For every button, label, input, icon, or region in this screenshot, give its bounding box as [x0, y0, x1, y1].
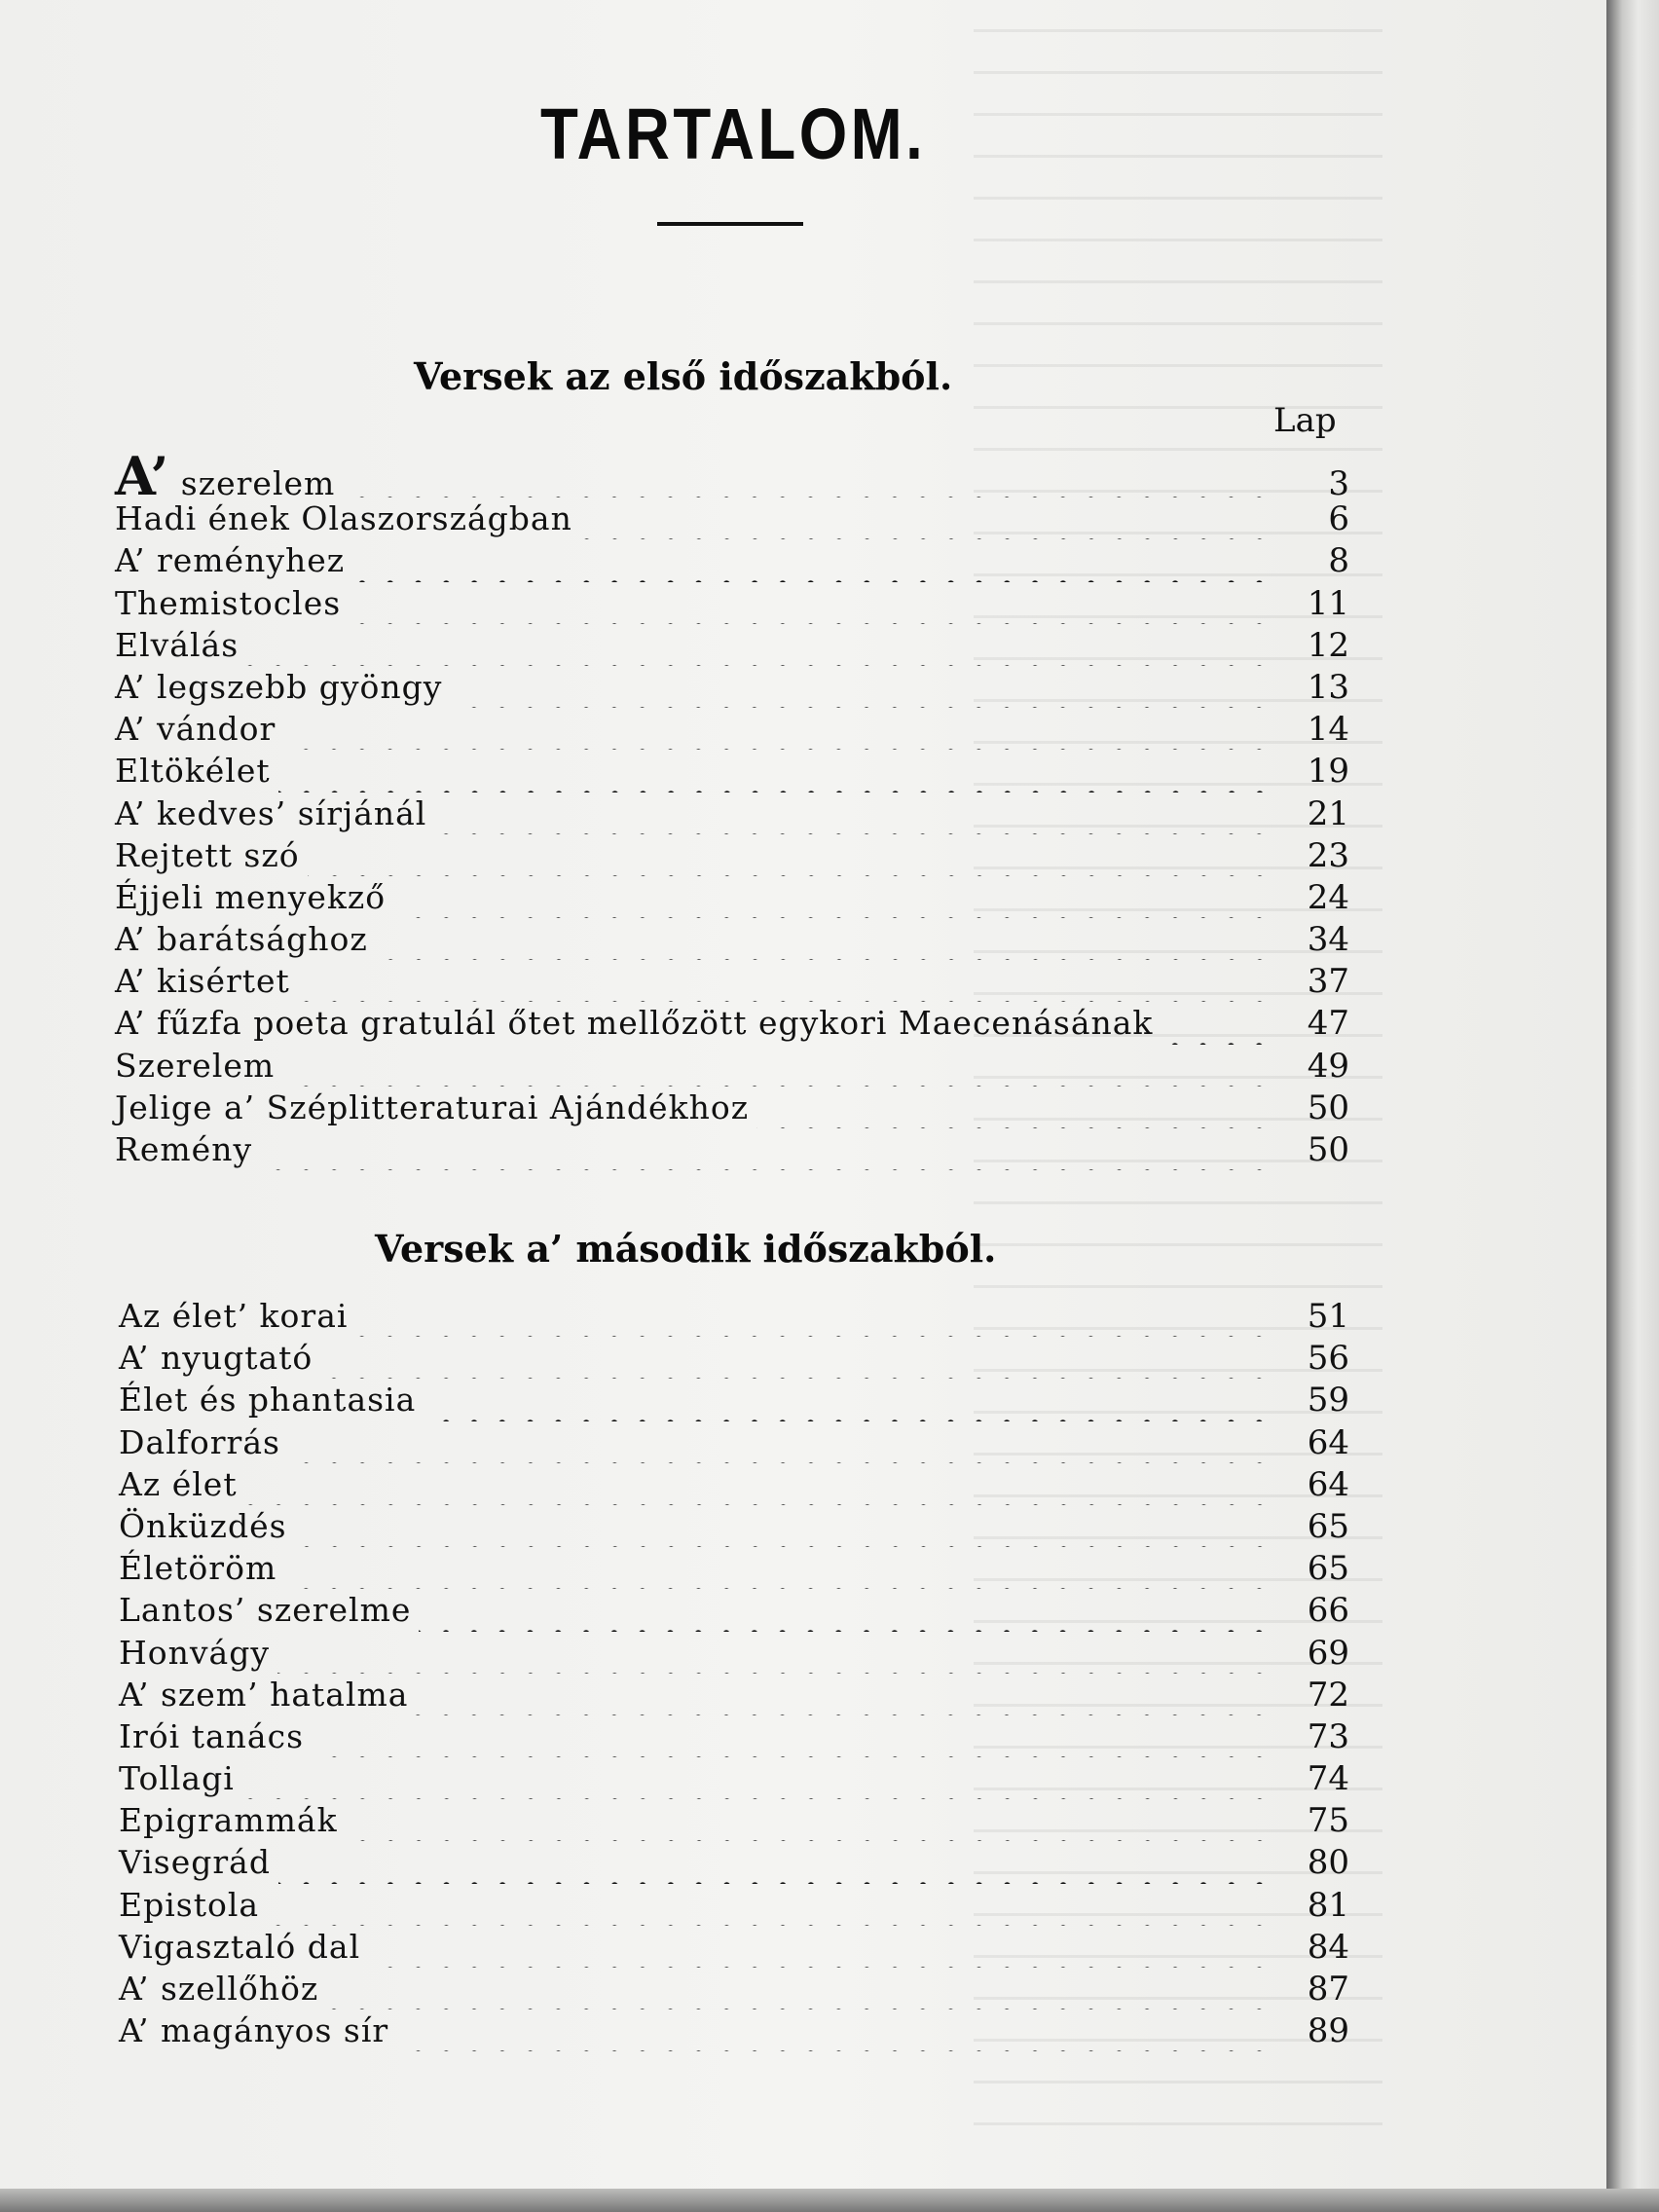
toc-entry-page: 24 — [1307, 877, 1349, 917]
toc-entry-title: A’ szem’ hatalma — [119, 1675, 409, 1714]
toc-entry — [119, 1841, 1349, 1883]
toc-entry — [115, 624, 1349, 666]
toc-entry — [115, 445, 1349, 507]
toc-entry-title: Dalforrás — [119, 1422, 280, 1461]
toc-entry-page: 69 — [1307, 1633, 1349, 1673]
dot-leader — [355, 1295, 1273, 1337]
toc-entry-page: 65 — [1307, 1549, 1349, 1589]
dot-leader — [283, 708, 1273, 750]
toc-entry-title: Vigasztaló dal — [119, 1927, 361, 1966]
toc-entry-page: 13 — [1307, 667, 1349, 707]
initial-letter: A’ — [115, 445, 170, 507]
toc-entry-page: 51 — [1307, 1297, 1349, 1336]
toc-entry-page: 65 — [1307, 1506, 1349, 1546]
toc-entry — [119, 1337, 1349, 1379]
dot-leader — [343, 456, 1273, 498]
toc-entry-page: 59 — [1307, 1381, 1349, 1420]
toc-entry-title: Az élet’ korai — [119, 1297, 349, 1335]
toc-entry — [115, 876, 1349, 918]
toc-entry — [119, 1547, 1349, 1589]
dot-leader — [246, 624, 1273, 666]
toc-entry — [115, 1045, 1349, 1087]
toc-entry-title: Hadi ének Olaszországban — [115, 499, 572, 538]
dot-leader — [260, 1128, 1273, 1170]
scan-bottom-edge — [0, 2189, 1659, 2212]
dot-leader — [416, 1674, 1273, 1715]
toc-entry-title: Önküzdés — [119, 1506, 287, 1545]
dot-leader — [424, 1379, 1273, 1420]
toc-entry-page: 84 — [1307, 1927, 1349, 1967]
toc-entry — [115, 539, 1349, 581]
dot-leader — [326, 1968, 1273, 2009]
toc-entry — [115, 793, 1349, 834]
dot-leader — [288, 1421, 1273, 1463]
toc-entry — [119, 1463, 1349, 1505]
toc-entry-page: 87 — [1307, 1970, 1349, 2009]
toc-entry-title: A’ legszebb gyöngy — [115, 667, 443, 706]
toc-entry — [119, 1379, 1349, 1420]
toc-entry — [119, 1632, 1349, 1674]
page-title: TARTALOM. — [540, 93, 927, 174]
dot-leader — [450, 666, 1273, 708]
toc-entry — [119, 1589, 1349, 1631]
toc-entry-page: 50 — [1307, 1088, 1349, 1127]
dot-leader — [278, 1841, 1273, 1883]
dot-leader — [267, 1884, 1273, 1926]
toc-entry-page: 73 — [1307, 1716, 1349, 1756]
dot-leader — [284, 1547, 1273, 1589]
toc-entry-page: 50 — [1307, 1130, 1349, 1169]
toc-entry-title: Éjjeli menyekző — [115, 877, 387, 916]
toc-entry — [115, 582, 1349, 624]
toc-entry-page: 66 — [1307, 1591, 1349, 1631]
toc-entry — [119, 1674, 1349, 1715]
toc-entry-page: 19 — [1307, 752, 1349, 792]
toc-entry-title: Rejtett szó — [115, 835, 300, 874]
toc-entry-title: Epigrammák — [119, 1801, 338, 1840]
dot-leader — [419, 1589, 1273, 1631]
toc-entry-title: Themistocles — [115, 583, 342, 622]
toc-entry-title-text: szerelem — [180, 464, 336, 502]
toc-entry-page: 49 — [1307, 1046, 1349, 1086]
toc-entry — [119, 1295, 1349, 1337]
toc-entry — [115, 1002, 1349, 1044]
dot-leader — [434, 793, 1273, 834]
toc-entry-page: 21 — [1307, 793, 1349, 833]
toc-entry-page: 56 — [1307, 1339, 1349, 1379]
toc-entry-page: 80 — [1307, 1843, 1349, 1883]
toc-entry — [119, 2009, 1349, 2051]
toc-entry-title: Eltökélet — [115, 752, 271, 791]
dot-leader — [346, 1799, 1273, 1841]
toc-entry — [119, 1715, 1349, 1757]
dot-leader — [580, 498, 1273, 539]
toc-entry-title: Remény — [115, 1130, 253, 1168]
toc-entry-title: A’ fűzfa poeta gratulál őtet mellőzött egykori Maecenásának — [115, 1004, 1154, 1043]
toc-entry-page: 8 — [1328, 541, 1349, 581]
toc-entry-title: Irói tanács — [119, 1716, 305, 1755]
toc-entry-page: 23 — [1307, 835, 1349, 875]
dot-leader — [312, 1715, 1273, 1757]
toc-entry-title: Szerelem — [115, 1046, 276, 1085]
toc-entry-title: A’ reményhez — [115, 541, 346, 580]
dot-leader — [282, 1045, 1273, 1087]
toc-entry-page: 12 — [1307, 625, 1349, 665]
toc-entry-page: 6 — [1328, 499, 1349, 539]
page-edge — [1606, 0, 1659, 2212]
toc-entry — [115, 1128, 1349, 1170]
dot-leader — [277, 1632, 1273, 1674]
toc-entry-page: 64 — [1307, 1422, 1349, 1462]
toc-entry-title: A’ magányos sír — [119, 2011, 389, 2050]
toc-entry-page: 89 — [1307, 2011, 1349, 2051]
section-heading-second: Versek a’ második időszakból. — [375, 1227, 997, 1271]
dot-leader — [295, 1505, 1273, 1547]
toc-entry-page: 37 — [1307, 962, 1349, 1002]
dot-leader — [396, 2009, 1273, 2051]
toc-entry — [119, 1421, 1349, 1463]
dot-leader — [349, 582, 1273, 624]
toc-entry — [115, 708, 1349, 750]
dot-leader — [1161, 1002, 1273, 1044]
toc-entry — [119, 1799, 1349, 1841]
toc-entry — [115, 666, 1349, 708]
toc-entry — [119, 1505, 1349, 1547]
toc-entry-title: A’ barátsághoz — [115, 920, 368, 959]
toc-entry — [115, 918, 1349, 960]
dot-leader — [376, 918, 1273, 960]
toc-entry — [115, 498, 1349, 539]
toc-entry-title: Elválás — [115, 625, 240, 664]
toc-entry-title: A’ kisértet — [115, 962, 290, 1001]
toc-entry-title: Honvágy — [119, 1633, 270, 1672]
toc-entry — [119, 1757, 1349, 1799]
dot-leader — [368, 1926, 1273, 1968]
toc-entry-page: 74 — [1307, 1759, 1349, 1799]
dot-leader — [308, 834, 1273, 876]
toc-entry-title: Epistola — [119, 1885, 260, 1924]
page-column-header: Lap — [1273, 401, 1337, 440]
toc-entry-page: 14 — [1307, 710, 1349, 750]
toc-entry — [115, 1087, 1349, 1128]
toc-entry-title: Visegrád — [119, 1843, 271, 1882]
toc-entry-page: 47 — [1307, 1004, 1349, 1044]
dot-leader — [756, 1087, 1273, 1128]
toc-entry-page: 72 — [1307, 1675, 1349, 1714]
dot-leader — [245, 1463, 1273, 1505]
dot-leader — [393, 876, 1273, 918]
dot-leader — [242, 1757, 1273, 1799]
toc-entry — [115, 750, 1349, 792]
toc-entry-title: Élet és phantasia — [119, 1381, 417, 1419]
toc-entry-page: 34 — [1307, 920, 1349, 960]
dot-leader — [352, 539, 1273, 581]
toc-entry — [115, 834, 1349, 876]
toc-entry-title: Jelige a’ Széplitteraturai Ajándékhoz — [115, 1088, 750, 1126]
toc-entry-page: 64 — [1307, 1464, 1349, 1504]
toc-entry-page: 75 — [1307, 1801, 1349, 1841]
title-rule — [657, 222, 803, 226]
toc-entry-title: A’ kedves’ sírjánál — [115, 793, 427, 832]
dot-leader — [320, 1337, 1273, 1379]
toc-list-second — [119, 1295, 1349, 2051]
toc-entry-title: A’ nyugtató — [119, 1339, 313, 1378]
toc-entry — [119, 1926, 1349, 1968]
toc-entry-title: Tollagi — [119, 1759, 235, 1798]
toc-entry-title: Az élet — [119, 1464, 238, 1503]
toc-entry — [119, 1968, 1349, 2009]
dot-leader — [298, 960, 1273, 1002]
dot-leader — [278, 750, 1273, 792]
toc-entry — [119, 1884, 1349, 1926]
toc-entry-title: Életöröm — [119, 1549, 277, 1588]
toc-entry-title: Lantos’ szerelme — [119, 1591, 412, 1630]
toc-entry-page: 11 — [1307, 583, 1349, 623]
section-heading-first: Versek az első időszakból. — [414, 354, 953, 398]
toc-entry-page: 3 — [1328, 464, 1349, 503]
toc-entry-title: A’ vándor — [115, 710, 276, 749]
toc-entry — [115, 960, 1349, 1002]
toc-list-first — [115, 445, 1349, 1170]
toc-entry-title: A’ szellőhöz — [119, 1970, 319, 2008]
toc-entry-page: 81 — [1307, 1885, 1349, 1925]
